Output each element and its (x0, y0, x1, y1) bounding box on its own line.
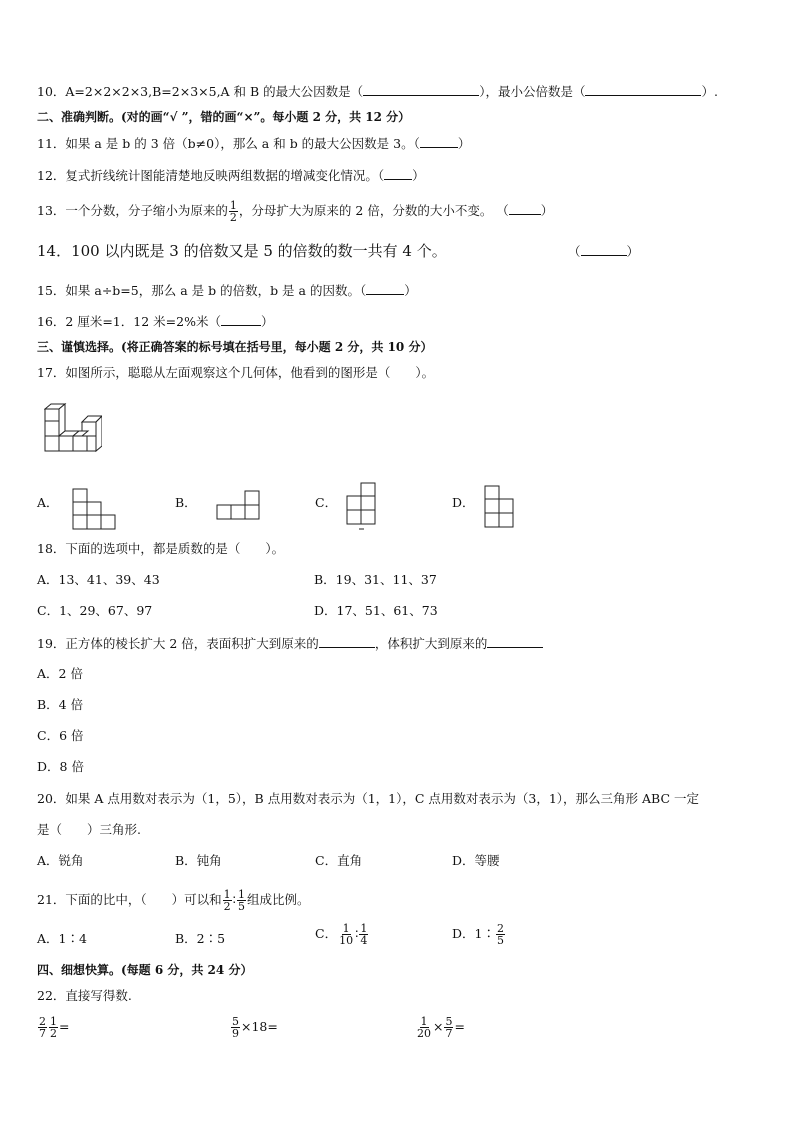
q17-option-c-figure (346, 482, 378, 530)
q17-option-c-label[interactable]: C． (315, 495, 338, 510)
q14-blank[interactable] (581, 243, 627, 256)
question-11 (37, 135, 470, 152)
q11-text: 11．如果 a 是 b 的 3 倍（b≠0），那么 a 和 b 的最大公因数是 3。（ (37, 136, 420, 151)
q19-blank-surface[interactable] (319, 635, 375, 648)
question-12 (37, 167, 425, 184)
q20-option-b[interactable]: B．钝角 (175, 853, 222, 868)
q21-option-c[interactable]: C． $\frac{1}{10}$ ∶ $\frac{1}{4}$ (315, 922, 368, 947)
section-2-heading: 二、准确判断。(对的画“√ ”，错的画“×”。每小题 2 分，共 12 分） (37, 110, 411, 124)
q17-option-a-label[interactable]: A． (37, 495, 59, 510)
q12-close: ） (412, 168, 425, 183)
q21-fraction-2: $\frac{1}{5}$ (237, 888, 245, 913)
q19-blank-volume[interactable] (487, 635, 543, 648)
q21-option-d[interactable]: D．1∶ $\frac{2}{5}$ (452, 922, 504, 947)
q17-3d-figure (44, 403, 102, 453)
q17-option-a-figure (72, 488, 117, 530)
q19-option-d[interactable]: D．8 倍 (37, 759, 84, 774)
q13-text-b: ，分母扩大为原来的 2 倍，分数的大小不变。 （ (238, 203, 509, 218)
question-19 (37, 635, 543, 652)
question-13 (37, 200, 553, 223)
q21-text-b: 组成比例。 (246, 892, 310, 907)
q13-text-a: 13．一个分数，分子缩小为原来的 (37, 203, 228, 218)
q18-option-c[interactable]: C．1、29、67、97 (37, 603, 153, 618)
q18-option-a[interactable]: A．13、41、39、43 (37, 572, 160, 587)
q15-blank[interactable] (366, 282, 404, 295)
q22-item-3: $\frac{1}{20}$ × $\frac{5}{7}$ = (417, 1015, 465, 1040)
q21-option-b[interactable]: B．2∶5 (175, 931, 226, 946)
q19-option-c[interactable]: C．6 倍 (37, 728, 84, 743)
q17-option-d-figure (484, 485, 516, 528)
q12-text: 12．复式折线统计图能清楚地反映两组数据的增减变化情况。（ (37, 168, 385, 183)
q16-close: ） (260, 314, 274, 329)
q20-option-a[interactable]: A．锐角 (37, 853, 84, 868)
q19-text-b: ，体积扩大到原来的 (374, 636, 488, 651)
q10-text-a: 10．A=2×2×2×3,B=2×3×5,A 和 B 的最大公因数是（ (37, 84, 364, 99)
q13-close: ） (540, 203, 554, 218)
q11-close: ） (457, 136, 471, 151)
q17-option-b-label[interactable]: B． (175, 495, 197, 510)
question-10 (37, 83, 718, 100)
q11-blank[interactable] (420, 135, 458, 148)
q21-option-a[interactable]: A．1∶4 (37, 931, 87, 946)
q22-item-2: $\frac{5}{9}$ ×18= (232, 1015, 278, 1040)
q22-item-1: $\frac{2}{7}$ $\frac{1}{2}$ = (39, 1015, 70, 1040)
q18-option-b[interactable]: B．19、31、11、37 (314, 572, 437, 587)
q21-text-a: 21．下面的比中，（ ）可以和 (37, 892, 222, 907)
q21-d-fraction: $\frac{2}{5}$ (496, 922, 504, 947)
q21-c-fraction-2: $\frac{1}{4}$ (360, 922, 368, 947)
q21-c-fraction-1: $\frac{1}{10}$ (339, 922, 354, 947)
question-18: 18．下面的选项中，都是质数的是（ ）。 (37, 541, 285, 556)
section-4-heading: 四、细想快算。(每题 6 分，共 24 分） (37, 963, 253, 977)
q17-option-d-label[interactable]: D． (452, 495, 475, 510)
q14-answer-box: （ ） (568, 244, 640, 259)
q10-blank-lcm[interactable] (585, 83, 701, 96)
q21-fraction-1: $\frac{1}{2}$ (223, 888, 231, 913)
q19-text-a: 19．正方体的棱长扩大 2 倍，表面积扩大到原来的 (37, 636, 319, 651)
q17-option-b-figure (216, 490, 261, 520)
q20-option-c[interactable]: C．直角 (315, 853, 363, 868)
q15-text: 15．如果 a÷b=5，那么 a 是 b 的倍数，b 是 a 的因数。（ (37, 283, 367, 298)
question-14 (37, 243, 447, 259)
question-20-line1: 20．如果 A 点用数对表示为（1，5），B 点用数对表示为（1，1），C 点用数对表示为（3，1），那么三角形 ABC 一定 (37, 791, 700, 806)
question-17: 17．如图所示，聪聪从左面观察这个几何体，他看到的图形是（ ）。 (37, 365, 435, 380)
q12-blank[interactable] (384, 167, 412, 180)
question-21 (37, 889, 309, 912)
question-20-line2: 是（ ）三角形. (37, 822, 141, 837)
q10-text-c: ）. (701, 84, 718, 99)
q15-close: ） (404, 283, 417, 298)
q16-text: 16．2 厘米=1．12 米=2%米（ (37, 314, 221, 329)
q10-text-b: ），最小公倍数是（ (479, 84, 586, 99)
q20-option-d[interactable]: D．等腰 (452, 853, 500, 868)
q13-fraction: $\frac{1}{2}$ (229, 199, 237, 224)
section-3-heading: 三、谨慎选择。(将正确答案的标号填在括号里，每小题 2 分，共 10 分） (37, 340, 433, 354)
q19-option-b[interactable]: B．4 倍 (37, 697, 84, 712)
question-22: 22．直接写得数. (37, 988, 132, 1003)
q16-blank[interactable] (221, 313, 261, 326)
q18-option-d[interactable]: D．17、51、61、73 (314, 603, 438, 618)
question-15 (37, 282, 417, 299)
q13-blank[interactable] (509, 202, 541, 215)
q10-blank-gcd[interactable] (363, 83, 479, 96)
question-16 (37, 313, 273, 330)
q19-option-a[interactable]: A．2 倍 (37, 666, 83, 681)
q14-text: 14．100 以内既是 3 的倍数又是 5 的倍数的数一共有 4 个。 (37, 242, 447, 260)
q21-colon: ∶ (232, 892, 236, 907)
